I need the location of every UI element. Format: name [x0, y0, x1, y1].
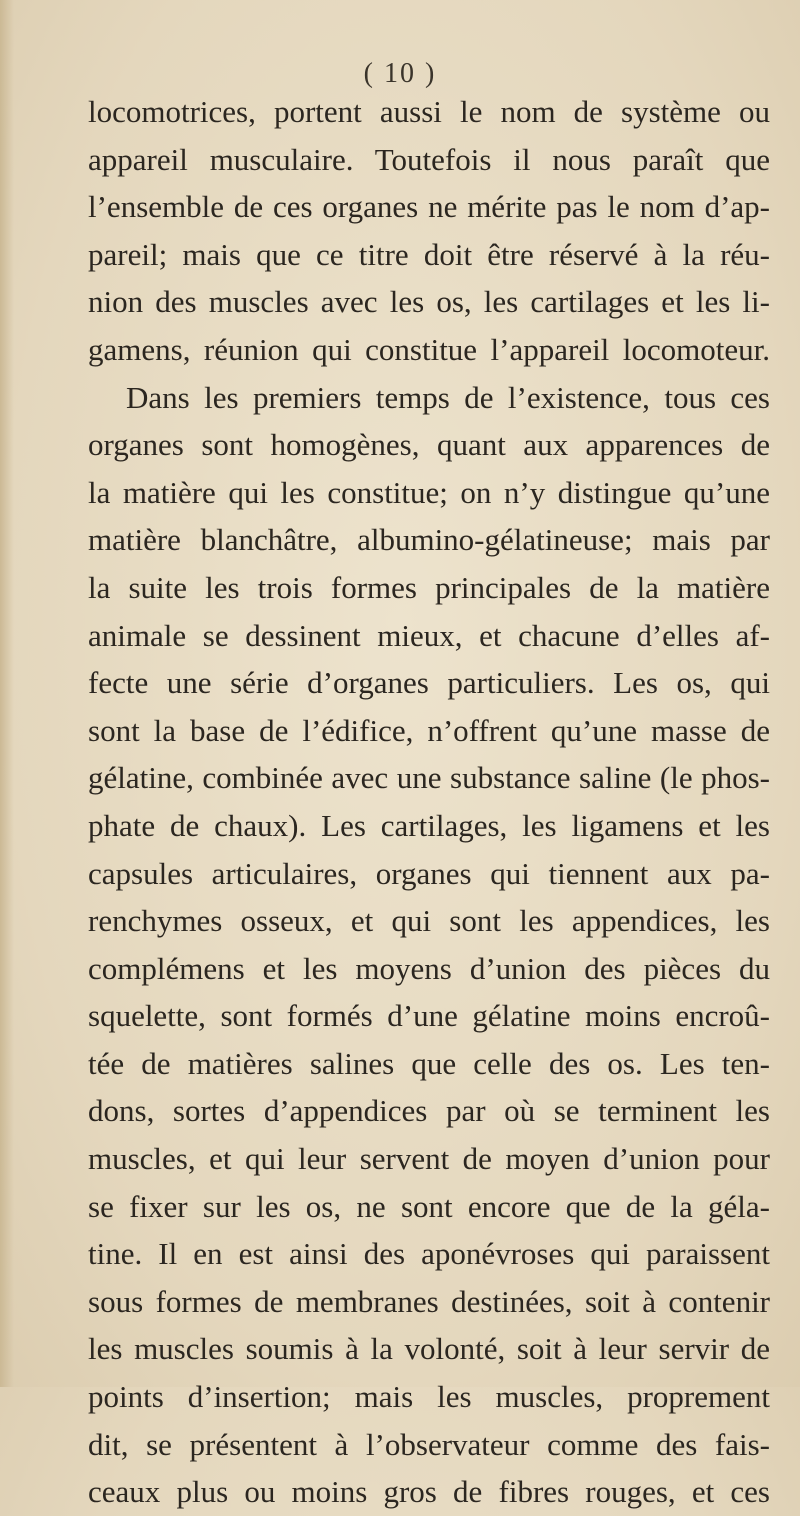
text-line: tée de matières salines que celle des os. Les ten-: [88, 1045, 770, 1081]
paragraph-start-line: Dans les premiers temps de l’existence, tous ces: [126, 379, 770, 415]
text-line: complémens et les moyens d’union des pièces du: [88, 950, 770, 986]
text-line: sous formes de membranes destinées, soit à contenir: [88, 1283, 770, 1319]
text-line: ceaux plus ou moins gros de fibres rouges, et ces: [88, 1474, 770, 1510]
page-edge-shadow: [0, 0, 14, 1387]
text-line: phate de chaux). Les cartilages, les ligamens et les: [88, 807, 770, 843]
text-line: dons, sortes d’appendices par où se terminent les: [88, 1093, 770, 1129]
text-line: capsules articulaires, organes qui tiennent aux pa-: [88, 855, 770, 891]
text-line: l’ensemble de ces organes ne mérite pas le nom d’ap-: [88, 189, 770, 225]
text-line: locomotrices, portent aussi le nom de système ou: [88, 94, 770, 129]
text-line: les muscles soumis à la volonté, soit à leur servir de: [88, 1331, 770, 1367]
text-line: la matière qui les constitue; on n’y distingue qu’une: [88, 474, 770, 510]
text-line: la suite les trois formes principales de la matière: [88, 569, 770, 605]
text-line: fecte une série d’organes particuliers. Les os, qui: [88, 665, 770, 701]
text-line: sont la base de l’édifice, n’offrent qu’une masse de: [88, 712, 770, 748]
text-line: appareil musculaire. Toutefois il nous paraît que: [88, 141, 770, 177]
text-line: gamens, réunion qui constitue l’appareil locomoteur.: [88, 331, 770, 367]
text-line: tine. Il en est ainsi des aponévroses qui paraissent: [88, 1236, 770, 1272]
page-number: ( 10 ): [363, 58, 437, 89]
text-line: renchymes osseux, et qui sont les appendices, les: [88, 903, 770, 939]
text-line: matière blanchâtre, albumino-gélatineuse; mais par: [88, 522, 770, 558]
text-line: gélatine, combinée avec une substance saline (le phos-: [88, 760, 770, 796]
text-line: pareil; mais que ce titre doit être réservé à la réu-: [88, 236, 770, 272]
text-line: nion des muscles avec les os, les cartilages et les li-: [88, 284, 770, 320]
body-text: [88, 88, 770, 1516]
text-line: squelette, sont formés d’une gélatine moins encroû-: [88, 998, 770, 1034]
text-line: se fixer sur les os, ne sont encore que de la géla-: [88, 1188, 770, 1224]
text-line: organes sont homogènes, quant aux apparences de: [88, 427, 770, 463]
text-line: muscles, et qui leur servent de moyen d’union pour: [88, 1141, 770, 1177]
text-line: animale se dessinent mieux, et chacune d’elles af-: [88, 617, 770, 653]
text-line: dit, se présentent à l’observateur comme des fais-: [88, 1426, 770, 1462]
text-line: points d’insertion; mais les muscles, proprement: [88, 1379, 770, 1415]
